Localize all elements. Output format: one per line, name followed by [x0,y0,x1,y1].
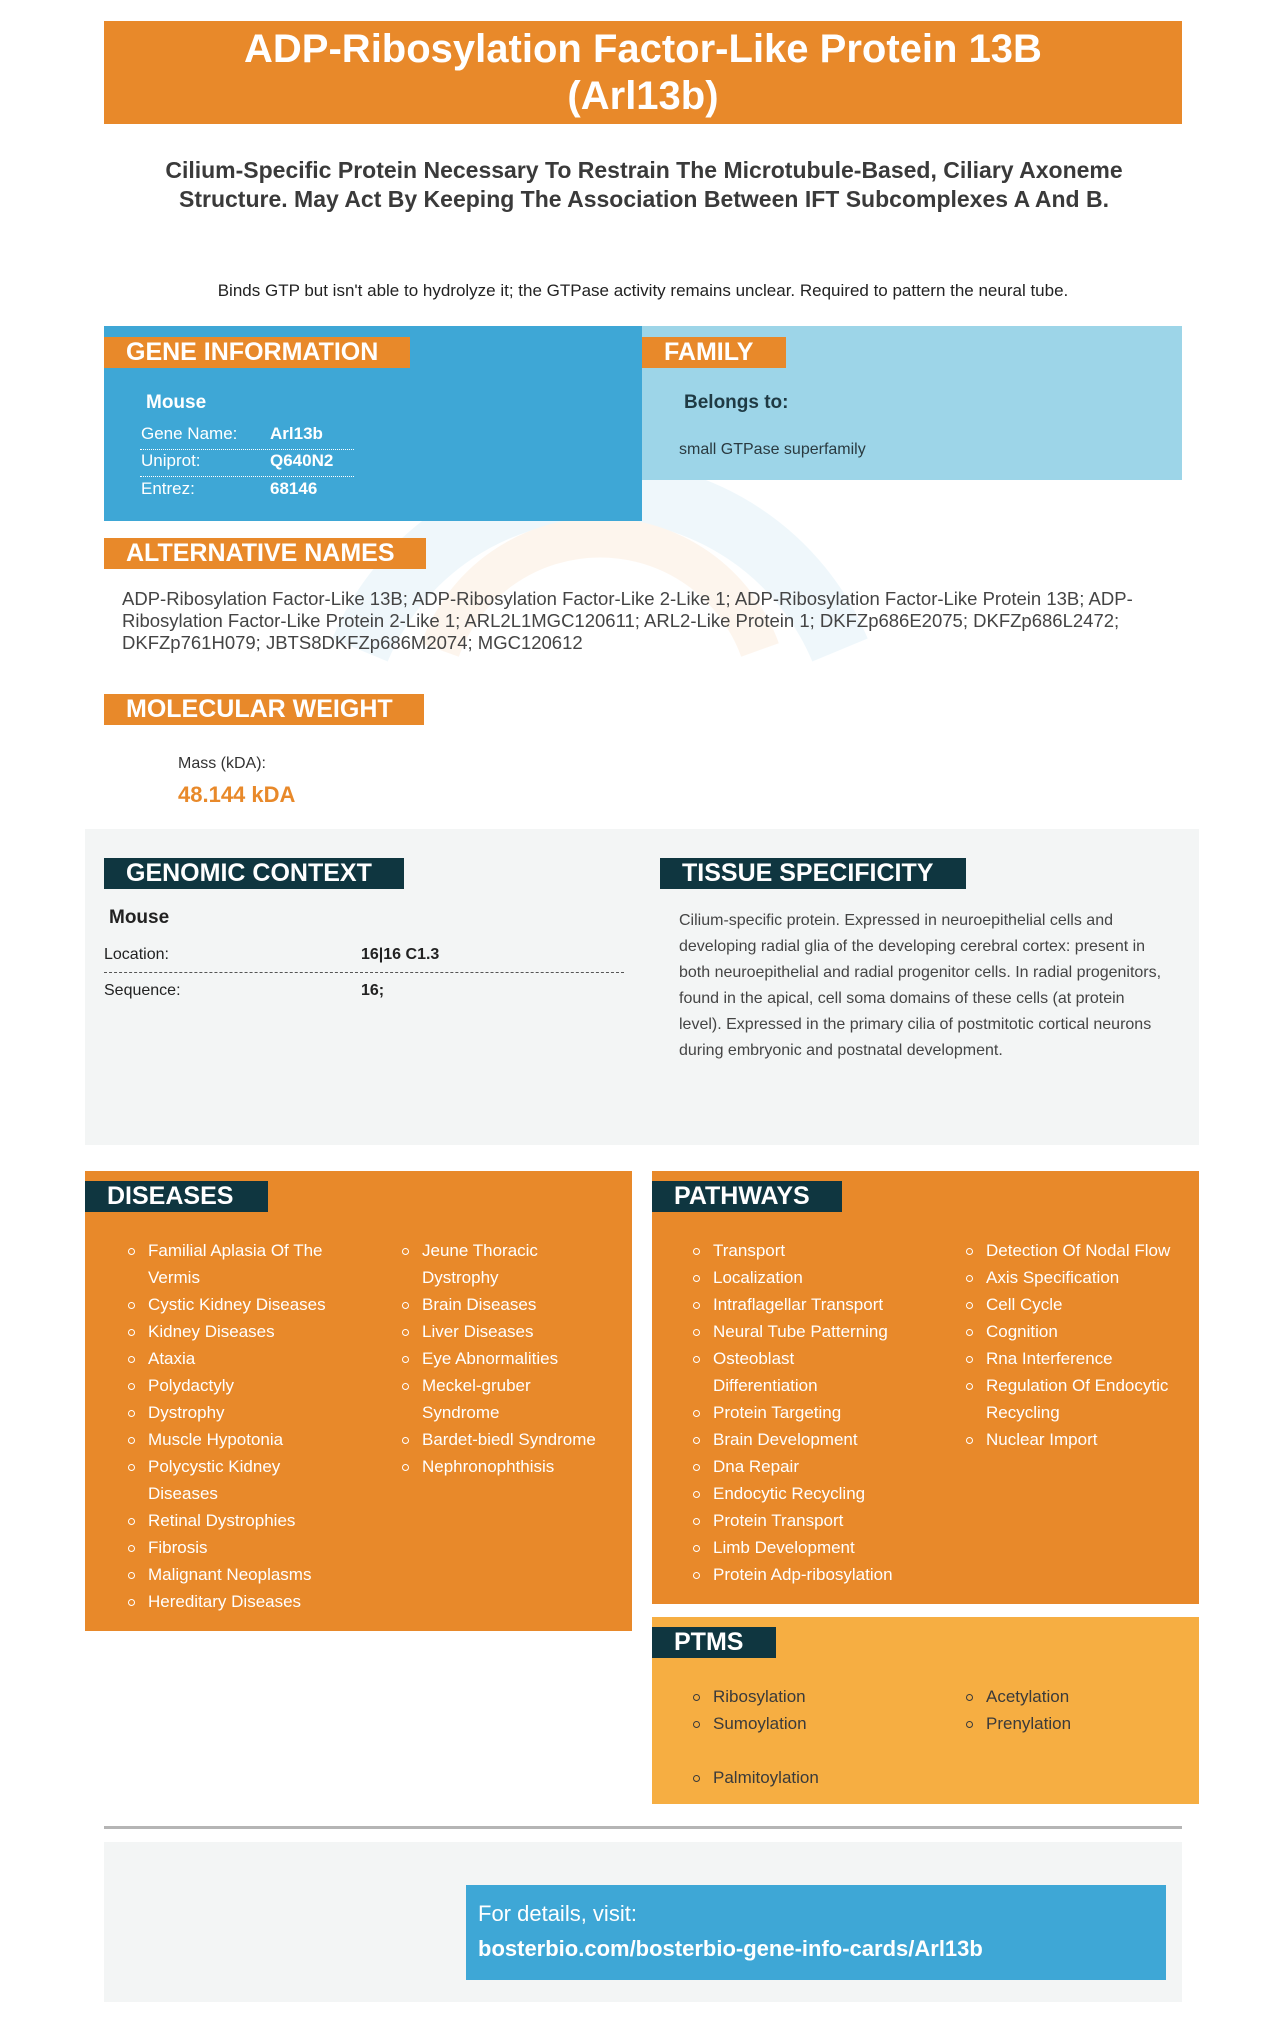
disease-item: Retinal Dystrophies [124,1507,354,1534]
protein-function-summary: Cilium-Specific Protein Necessary To Restrain The Microtubule-Based, Ciliary Axoneme Structure. May Act By Keeping The Association Between IFT Subcomplexes A And B. [165,157,1123,212]
pathway-item: Protein Transport [689,1507,929,1534]
pathways-heading: PATHWAYS [652,1181,842,1212]
disease-item: Eye Abnormalities [398,1345,608,1372]
ptms-list-col2 [962,1683,1192,1737]
disease-item: Nephronophthisis [398,1453,608,1480]
ptm-item: Sumoylation [689,1710,929,1737]
page-title: ADP-Ribosylation Factor-Like Protein 13B (Arl13b) [244,26,1042,118]
sequence-label: Sequence: [104,982,181,999]
pathways-list-col1 [689,1237,929,1588]
details-box[interactable] [466,1885,1166,1980]
ptms-list-col1 [689,1683,929,1737]
pathway-item: Detection Of Nodal Flow [962,1237,1194,1264]
pathway-item: Cell Cycle [962,1291,1194,1318]
ptm-item: Acetylation [962,1683,1192,1710]
diseases-heading: DISEASES [85,1181,268,1212]
pathway-item: Protein Targeting [689,1399,929,1426]
disease-item: Familial Aplasia Of The Vermis [124,1237,354,1291]
disease-item: Meckel-gruber Syndrome [398,1372,608,1426]
disease-item: Fibrosis [124,1534,354,1561]
ptm-item: Palmitoylation [689,1764,929,1791]
pathway-item: Regulation Of Endocytic Recycling [962,1372,1194,1426]
uniprot-label: Uniprot: [141,451,201,470]
pathway-item: Localization [689,1264,929,1291]
alternative-names-text: ADP-Ribosylation Factor-Like 13B; ADP-Ribosylation Factor-Like 2-Like 1; ADP-Ribosylation Factor-Like Protein 13B; ADP-Ribosylation Factor-Like Protein 2-Like 1; ARL2L1MGC120611; ARL2-Like Protein 1; DKFZp686E2075; DKFZp686L2472; DKFZp761H079; JBTS8DKFZp686M2074; MGC120612 [122,588,1133,653]
details-intro: For details, visit: [478,1901,637,1926]
disease-item: Cystic Kidney Diseases [124,1291,354,1318]
gene-row-divider [140,476,354,477]
pathway-item: Neural Tube Patterning [689,1318,929,1345]
family-belongs-label: Belongs to: [684,392,789,413]
ptms-heading: PTMS [652,1627,776,1658]
disease-item: Hereditary Diseases [124,1588,354,1615]
diseases-list-col1 [124,1237,354,1615]
disease-item: Brain Diseases [398,1291,608,1318]
entrez-value: 68146 [270,479,318,498]
sequence-value: 16; [361,982,385,999]
pathway-item: Nuclear Import [962,1426,1194,1453]
pathway-item: Cognition [962,1318,1194,1345]
disease-item: Muscle Hypotonia [124,1426,354,1453]
genomic-row-divider [104,972,624,973]
pathway-item: Endocytic Recycling [689,1480,929,1507]
ptm-item: Ribosylation [689,1683,929,1710]
pathway-item: Brain Development [689,1426,929,1453]
gene-name-value: Arl13b [270,424,323,443]
disease-item: Liver Diseases [398,1318,608,1345]
disease-item: Polycystic Kidney Diseases [124,1453,354,1507]
pathway-item: Osteoblast Differentiation [689,1345,863,1399]
uniprot-value: Q640N2 [270,451,334,470]
alternative-names-heading: ALTERNATIVE NAMES [104,538,426,569]
pathway-item: Rna Interference [962,1345,1194,1372]
pathways-list-col2 [962,1237,1194,1453]
mass-label: Mass (kDA): [178,755,266,772]
pathway-item: Protein Adp-ribosylation [689,1561,929,1588]
disease-item: Bardet-biedl Syndrome [398,1426,608,1453]
disease-item: Ataxia [124,1345,354,1372]
pathway-item: Transport [689,1237,929,1264]
footer-divider [104,1826,1182,1829]
protein-description: Binds GTP but isn't able to hydrolyze it; the GTPase activity remains unclear. Required to pattern the neural tube. [217,281,1069,300]
details-link[interactable]: bosterbio.com/bosterbio-gene-info-cards/Arl13b [478,1936,983,1961]
gene-row-divider [140,449,354,450]
ptm-item: Prenylation [962,1710,1192,1737]
location-label: Location: [104,946,169,963]
gene-species: Mouse [146,392,207,413]
molecular-weight-heading: MOLECULAR WEIGHT [104,694,424,725]
pathway-item: Axis Specification [962,1264,1194,1291]
entrez-label: Entrez: [141,479,195,498]
diseases-list-col2 [398,1237,608,1480]
location-value: 16|16 C1.3 [361,946,440,963]
disease-item: Jeune Thoracic Dystrophy [398,1237,608,1291]
family-value: small GTPase superfamily [679,441,866,458]
disease-item: Polydactyly [124,1372,354,1399]
pathway-item: Dna Repair [689,1453,929,1480]
genomic-context-heading: GENOMIC CONTEXT [104,858,404,889]
pathway-item: Intraflagellar Transport [689,1291,929,1318]
tissue-specificity-heading: TISSUE SPECIFICITY [660,858,966,889]
ptms-list-extra [689,1764,929,1791]
pathway-item: Limb Development [689,1534,929,1561]
disease-item: Dystrophy [124,1399,354,1426]
tissue-specificity-text: Cilium-specific protein. Expressed in neuroepithelial cells and developing radial glia of the developing cerebral cortex: present in both neuroepithelial and radial progenitor cells. In radial progenitors, found in the apical, cell soma domains of these cells (at protein level). Expressed in the primary cilia of postmitotic cortical neurons during embryonic and postnatal development. [679,912,1162,1059]
genomic-species: Mouse [109,907,170,928]
disease-item: Malignant Neoplasms [124,1561,354,1588]
family-heading: FAMILY [642,337,786,368]
gene-name-label: Gene Name: [141,424,238,443]
mass-value: 48.144 kDA [178,782,296,807]
disease-item: Kidney Diseases [124,1318,354,1345]
title-banner [104,21,1182,124]
gene-information-heading: GENE INFORMATION [104,337,410,368]
